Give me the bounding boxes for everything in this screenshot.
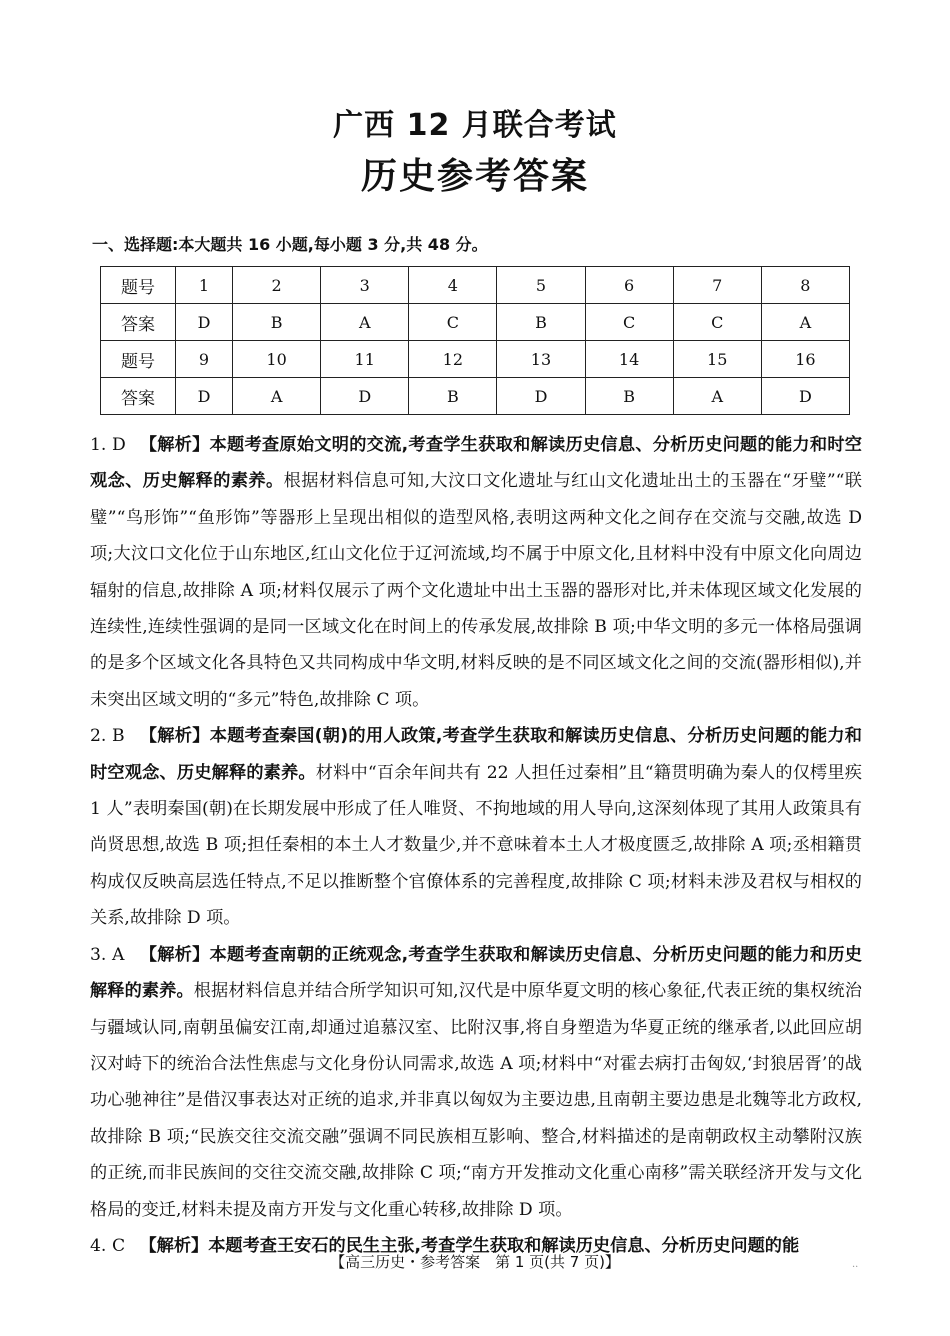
table-row [101, 378, 850, 415]
table-cell: 9 [176, 341, 233, 378]
table-cell: A [321, 304, 409, 341]
item-answer: B [112, 726, 125, 747]
table-cell: 10 [233, 341, 321, 378]
item-analysis-text: 材料中“百余年间共有 22 人担任过秦相”且“籍贯明确为秦人的仅樗里疾 1 人”表明秦国(朝)在长期发展中形成了任人唯贤、不拘地域的用人导向,这深刻体现了其用人政策具有尚贤思想,故选 B 项;担任秦相的本土人才数量少,并不意味着本土人才极度匮乏,故排除 A 项;丞相籍贯构成仅反映高层选任特点,不足以推断整个官僚体系的完善程度,故排除 C 项;材料未涉及君权与相权的关系,故排除 D 项。 [90, 762, 862, 929]
table-cell: C [409, 304, 497, 341]
row-label: 答案 [101, 304, 176, 341]
list-item [90, 427, 862, 718]
table-cell: D [176, 304, 233, 341]
item-analysis-heading: 【解析】本题考查王安石的民生主张,考查学生获取和解读历史信息、分析历史问题的能 [139, 1235, 800, 1256]
item-number: 4. [90, 1235, 107, 1256]
table-cell: 2 [233, 267, 321, 304]
section-heading: 一、选择题:本大题共 16 小题,每小题 3 分,共 48 分。 [92, 235, 488, 254]
item-analysis-text: 根据材料信息并结合所学知识可知,汉代是中原华夏文明的核心象征,代表正统的集权统治与疆域认同,南朝虽偏安江南,却通过追慕汉室、比附汉事,将自身塑造为华夏正统的继承者,以此回应胡汉对峙下的统治合法性焦虑与文化身份认同需求,故选 A 项;材料中“对霍去病打击匈奴,‘封狼居胥’的战功心驰神往”是借汉事表达对正统的追求,并非真以匈奴为主要边患,且南朝主要边患是北魏等北方政权,故排除 B 项;“民族交往交流交融”强调不同民族相互影响、整合,材料描述的是南朝政权主动攀附汉族的正统,而非民族间的交往交流交融,故排除 C 项;“南方开发推动文化重心南移”需关联经济开发与文化格局的变迁,材料未提及南方开发与文化重心转移,故排除 D 项。 [90, 981, 862, 1220]
table-cell: A [233, 378, 321, 415]
item-answer: A [112, 944, 125, 965]
table-cell: 7 [673, 267, 761, 304]
item-number: 1. [90, 435, 107, 455]
table-row [101, 267, 850, 304]
list-item [90, 718, 862, 936]
corner-mark: ·· [852, 1262, 859, 1273]
item-number: 3. [90, 944, 107, 965]
table-cell: B [409, 378, 497, 415]
row-label: 题号 [101, 341, 176, 378]
table-cell: 3 [321, 267, 409, 304]
table-row [101, 341, 850, 378]
item-number: 2. [90, 726, 107, 747]
table-cell: C [673, 304, 761, 341]
item-analysis-heading: 【解析】本题考查原始文明的交流,考查学生获取和解读历史信息、分析历史问题的能力和时空观念、历史解释的素养。 [90, 435, 862, 492]
table-cell: A [761, 304, 849, 341]
row-label: 答案 [101, 378, 176, 415]
table-cell: D [497, 378, 585, 415]
table-cell: 12 [409, 341, 497, 378]
item-answer: D [112, 435, 126, 455]
table-cell: 13 [497, 341, 585, 378]
table-cell: 11 [321, 341, 409, 378]
table-cell: B [497, 304, 585, 341]
table-cell: 15 [673, 341, 761, 378]
table-cell: 16 [761, 341, 849, 378]
answer-table [100, 266, 850, 415]
page-title: 广西 12 月联合考试 [333, 108, 617, 143]
item-analysis-text: 根据材料信息可知,大汶口文化遗址与红山文化遗址出土的玉器在“牙璧”“联璧”“鸟形饰”“鱼形饰”等器形上呈现出相似的造型风格,表明这两种文化之间存在交流与交融,故选 D 项;大汶口文化位于山东地区,红山文化位于辽河流域,均不属于中原文化,且材料中没有中原文化向周边辐射的信息,故排除 A 项;材料仅展示了两个文化遗址中出土玉器的器形对比,并未体现区域文化发展的连续性,连续性强调的是同一区域文化在时间上的传承发展,故排除 B 项;中华文明的多元一体格局强调的是多个区域文化各具特色又共同构成中华文明,材料反映的是不同区域文化之间的交流(器形相似),并未突出区域文明的“多元”特色,故排除 C 项。 [90, 471, 862, 710]
item-answer: C [112, 1235, 126, 1256]
item-analysis-heading: 【解析】本题考查秦国(朝)的用人政策,考查学生获取和解读历史信息、分析历史问题的能力和时空观念、历史解释的素养。 [90, 726, 862, 783]
table-cell: A [673, 378, 761, 415]
page-footer: 【高三历史・参考答案 第 1 页(共 7 页)】 [330, 1253, 620, 1271]
table-cell: 1 [176, 267, 233, 304]
table-cell: B [585, 378, 673, 415]
row-label: 题号 [101, 267, 176, 304]
table-cell: B [233, 304, 321, 341]
table-cell: 5 [497, 267, 585, 304]
table-cell: D [321, 378, 409, 415]
item-analysis-heading: 【解析】本题考查南朝的正统观念,考查学生获取和解读历史信息、分析历史问题的能力和历史解释的素养。 [90, 944, 862, 1002]
table-cell: C [585, 304, 673, 341]
table-cell: 4 [409, 267, 497, 304]
list-item [90, 937, 862, 1228]
table-row [101, 304, 850, 341]
table-cell: D [176, 378, 233, 415]
table-cell: 14 [585, 341, 673, 378]
table-cell: D [761, 378, 849, 415]
table-cell: 6 [585, 267, 673, 304]
explanation-list [90, 427, 862, 1264]
page-subtitle: 历史参考答案 [360, 156, 589, 197]
table-cell: 8 [761, 267, 849, 304]
